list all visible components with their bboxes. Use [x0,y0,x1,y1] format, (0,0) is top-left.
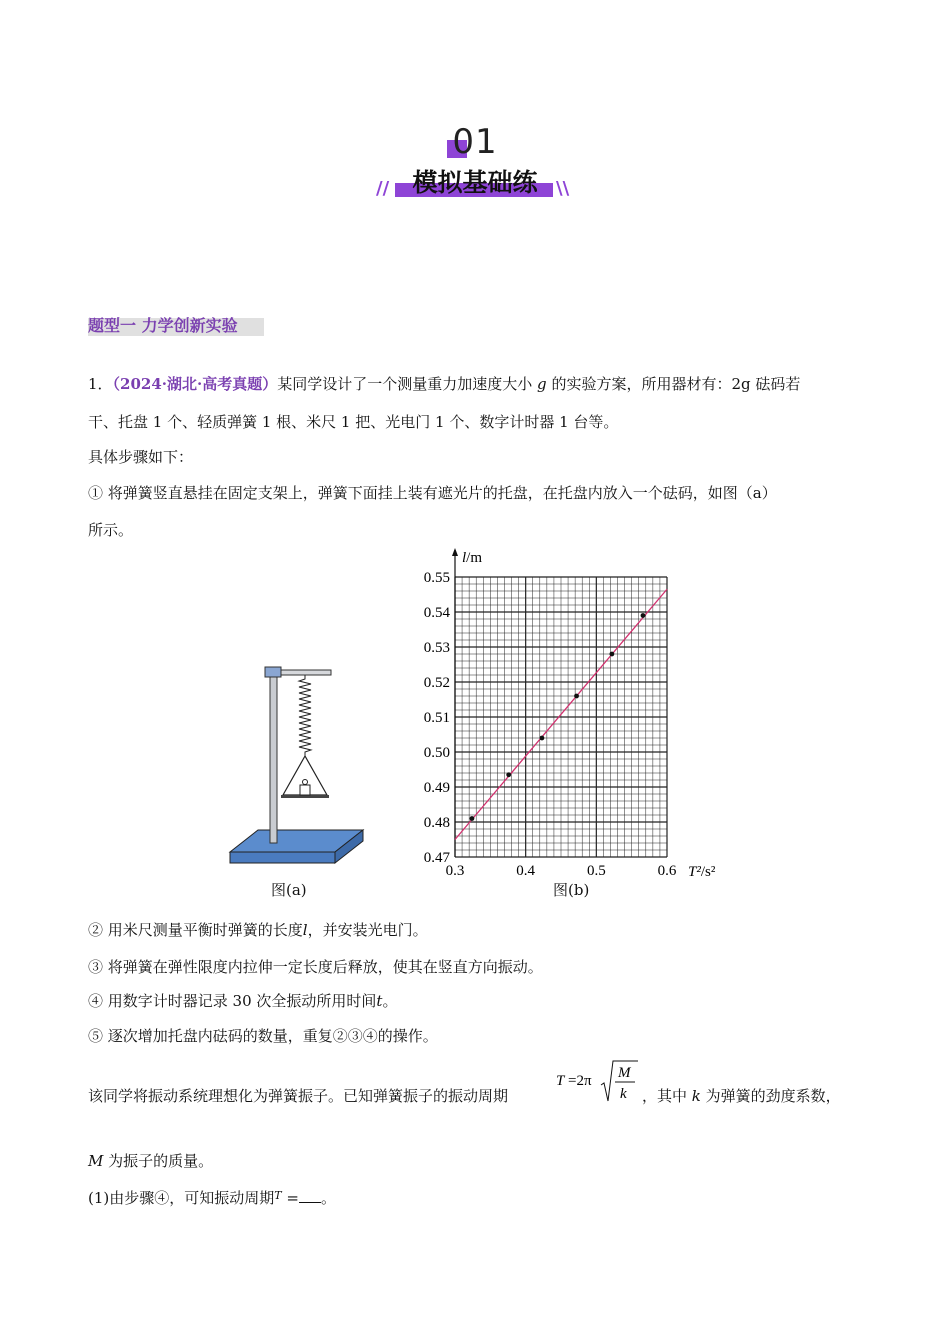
data-point [470,816,475,821]
q1-eq: = [286,1189,299,1207]
heading-number: 01 [452,122,498,162]
y-tick-label: 0.48 [423,815,450,831]
q1-text: (1)由步骤④，可知振动周期 [88,1189,275,1207]
section-title: 题型一 力学创新实验 [88,316,238,335]
formula-intro: 该同学将振动系统理想化为弹簧振子。已知弹簧振子的振动周期 [88,1087,509,1105]
formula-k-desc: 为弹簧的劲度系数， [705,1087,841,1105]
question-line-3: 具体步骤如下： [88,448,194,466]
step-3: ③ 将弹簧在弹性限度内拉伸一定长度后释放，使其在竖直方向振动。 [88,958,543,976]
y-tick-label: 0.54 [423,605,450,621]
step-2-text: ② 用米尺测量平衡时弹簧的长度 [88,921,303,939]
step-4-text: 。 [382,992,398,1010]
q1-var-T: T [274,1189,282,1202]
data-point [641,613,646,618]
step-1-line-1: ① 将弹簧竖直悬挂在固定支架上，弹簧下面挂上装有遮光片的托盘，在托盘内放入一个砝码，如图（a） [88,484,777,502]
stand-pole [270,673,277,843]
step-2 [88,919,428,941]
var-l: l [302,921,308,939]
stand-arm [281,670,331,675]
step-4 [88,990,397,1012]
x-tick-label: 0.5 [586,863,606,879]
y-tick-label: 0.55 [423,570,450,586]
figure-b-chart [410,540,730,885]
answer-blank[interactable] [299,1188,321,1203]
spring [299,675,311,756]
step-1-line-2: 所示。 [88,521,134,539]
formula-num: M [618,1065,631,1081]
weight [300,785,310,795]
m-desc: 为振子的质量。 [108,1152,214,1170]
m-line [88,1150,213,1172]
y-tick-label: 0.50 [423,745,450,761]
var-k: k [691,1087,701,1105]
formula-T: T [556,1073,565,1089]
heading-title: 模拟基础练 [412,168,538,197]
y-axis-label: l/m [462,550,483,566]
x-axis-label: T²/s² [688,864,716,880]
sub-question-1 [88,1185,336,1209]
stand-clamp [265,667,281,677]
question-source: （2024·湖北·高考真题） [112,375,278,393]
figure-a-caption: 图(a) [271,881,307,899]
q1-end: 。 [320,1189,336,1207]
data-point [540,736,545,741]
formula-tail [642,1085,841,1107]
y-tick-label: 0.53 [423,640,450,656]
var-g: g [537,375,547,393]
question-line-2: 干、托盘 1 个、轻质弹簧 1 根、米尺 1 把、光电门 1 个、数字计时器 1 台等。 [88,413,619,431]
heading-deco-left: // [376,178,390,199]
figure-a-apparatus [225,655,370,870]
x-tick-label: 0.4 [516,863,536,879]
formula-after: ，其中 [642,1087,688,1105]
step-4-text: ④ 用数字计时器记录 30 次全振动所用时间 [88,992,377,1010]
data-point [506,772,511,777]
question-text: 某同学设计了一个测量重力加速度大小 [277,375,533,393]
x-tick-label: 0.6 [657,863,677,879]
data-point [574,694,579,699]
y-tick-label: 0.49 [423,780,450,796]
chart-axes [452,548,458,857]
x-tick-label: 0.3 [445,863,465,879]
question-text: 的实验方案，所用器材有：2g 砝码若 [551,375,801,393]
weight-hook [303,780,308,785]
formula-eq: =2π [568,1073,592,1089]
var-M: M [88,1152,104,1170]
question-number: 1． [88,375,113,393]
heading-deco-right: \\ [556,178,570,199]
y-tick-label: 0.51 [423,710,450,726]
y-tick-label: 0.47 [423,850,450,866]
y-axis-arrow [452,548,458,556]
formula-den: k [620,1086,627,1102]
var-t: t [376,992,383,1010]
data-point [609,652,614,657]
period-formula [554,1058,640,1108]
step-2-text: ，并安装光电门。 [307,921,428,939]
question-line-1 [88,373,800,395]
y-tick-label: 0.52 [423,675,450,691]
step-5: ⑤ 逐次增加托盘内砝码的数量，重复②③④的操作。 [88,1027,438,1045]
figure-b-caption: 图(b) [553,881,590,899]
base-front [230,852,335,863]
